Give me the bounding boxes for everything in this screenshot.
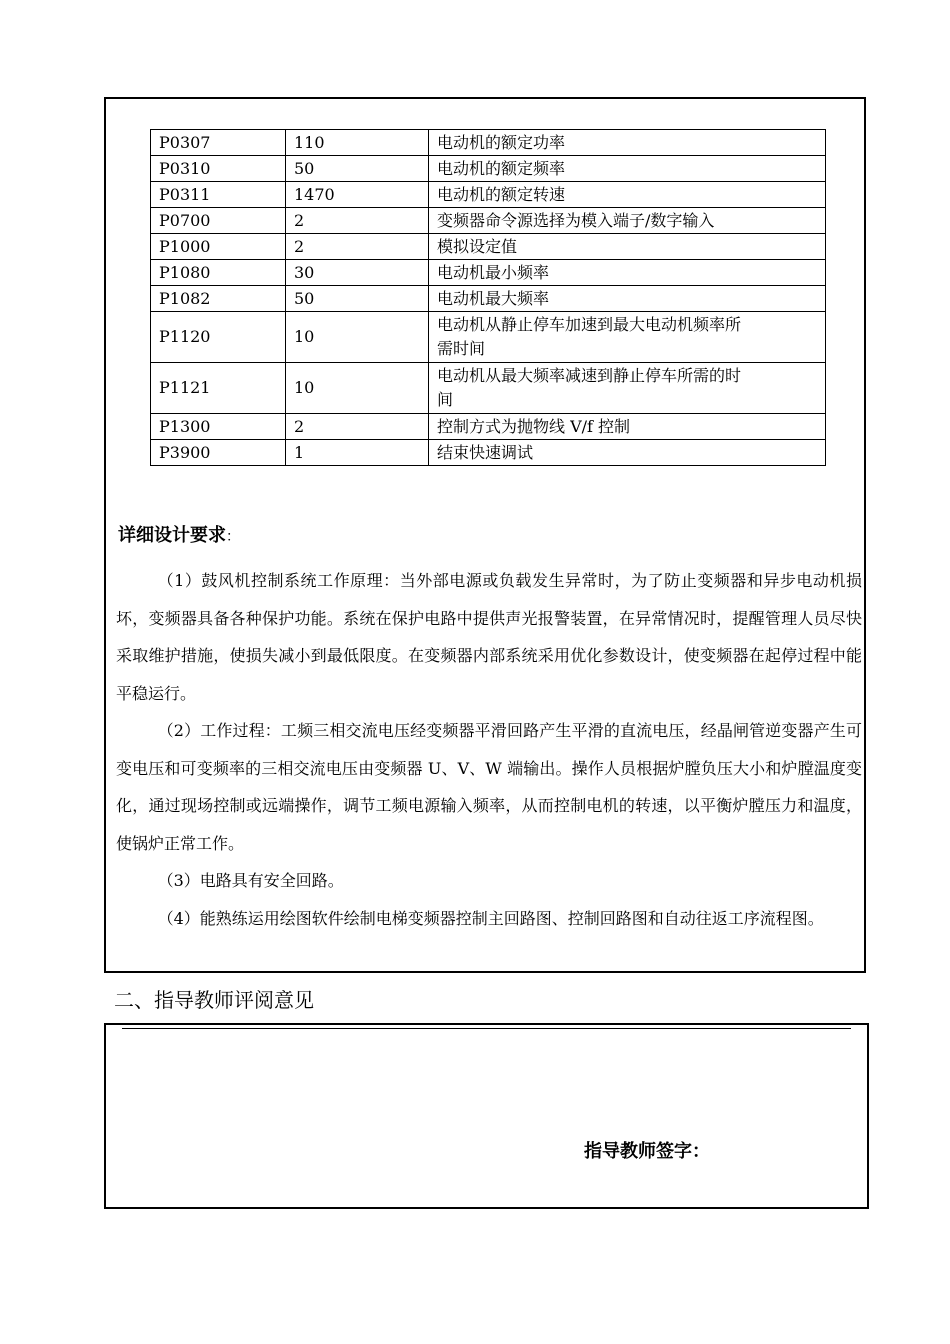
table-row xyxy=(151,130,826,156)
param-value: 50 xyxy=(286,156,429,182)
param-code: P1080 xyxy=(151,260,286,286)
param-desc: 模拟设定值 xyxy=(429,234,826,260)
teacher-comment-box xyxy=(104,1023,869,1209)
requirement-paragraph: （4）能熟练运用绘图软件绘制电梯变频器控制主回路图、控制回路图和自动往返工序流程图。 xyxy=(157,908,824,928)
param-value: 10 xyxy=(286,312,429,363)
param-desc: 变频器命令源选择为模入端子/数字输入 xyxy=(429,208,826,234)
requirement-paragraph: （3）电路具有安全回路。 xyxy=(157,871,344,890)
divider xyxy=(122,1028,851,1029)
table-row xyxy=(151,312,826,363)
param-code: P3900 xyxy=(151,440,286,466)
param-value: 1 xyxy=(286,440,429,466)
param-desc-line: 电动机从静止停车加速到最大电动机频率所 xyxy=(437,315,742,334)
param-value: 50 xyxy=(286,286,429,312)
param-value: 110 xyxy=(286,130,429,156)
param-value: 10 xyxy=(286,363,429,414)
param-desc: 电动机最小频率 xyxy=(429,260,826,286)
param-desc: 控制方式为抛物线 V/f 控制 xyxy=(429,414,826,440)
table-row xyxy=(151,363,826,414)
table-row xyxy=(151,414,826,440)
table-row xyxy=(151,286,826,312)
param-code: P0311 xyxy=(151,182,286,208)
param-code: P0307 xyxy=(151,130,286,156)
signature-label: 指导教师签字： xyxy=(584,1141,710,1162)
param-desc xyxy=(429,363,826,414)
table-row xyxy=(151,260,826,286)
design-heading-text: 详细设计要求 xyxy=(118,525,226,546)
param-desc-line: 电动机从最大频率减速到静止停车所需的时 xyxy=(437,366,742,385)
param-desc: 电动机的额定转速 xyxy=(429,182,826,208)
param-desc: 电动机的额定功率 xyxy=(429,130,826,156)
table-row xyxy=(151,440,826,466)
param-code: P1300 xyxy=(151,414,286,440)
param-code: P0700 xyxy=(151,208,286,234)
design-requirements-text xyxy=(116,562,862,937)
param-desc xyxy=(429,312,826,363)
param-value: 30 xyxy=(286,260,429,286)
param-desc: 结束快速调试 xyxy=(429,440,826,466)
table-row xyxy=(151,234,826,260)
param-desc-line: 需时间 xyxy=(437,339,486,358)
param-value: 2 xyxy=(286,234,429,260)
design-heading-colon: ： xyxy=(226,529,240,545)
param-value: 1470 xyxy=(286,182,429,208)
param-desc-line: 间 xyxy=(437,390,454,409)
requirement-paragraph: （2）工作过程：工频三相交流电压经变频器平滑回路产生平滑的直流电压，经晶闸管逆变器产生可变电压和可变频率的三相交流电压由变频器 U、V、W 端输出。操作人员根据炉膛负压大小和炉膛温度变化，通过现场控制或远端操作，调节工频电源输入频率，从而控制电机的转速，以平衡炉膛压力和温度，使锅炉正常工作。 xyxy=(116,721,862,853)
param-code: P1120 xyxy=(151,312,286,363)
parameter-table xyxy=(150,129,826,466)
param-code: P1082 xyxy=(151,286,286,312)
param-value: 2 xyxy=(286,208,429,234)
requirement-paragraph: （1）鼓风机控制系统工作原理：当外部电源或负载发生异常时，为了防止变频器和异步电动机损坏，变频器具备各种保护功能。系统在保护电路中提供声光报警装置，在异常情况时，提醒管理人员尽快采取维护措施，使损失减小到最低限度。在变频器内部系统采用优化参数设计，使变频器在起停过程中能平稳运行。 xyxy=(116,571,862,703)
param-value: 2 xyxy=(286,414,429,440)
table-row xyxy=(151,156,826,182)
param-desc: 电动机最大频率 xyxy=(429,286,826,312)
table-row xyxy=(151,208,826,234)
param-code: P1121 xyxy=(151,363,286,414)
section-title: 二、指导教师评阅意见 xyxy=(114,988,314,1012)
requirements-box xyxy=(104,97,866,973)
table-row xyxy=(151,182,826,208)
param-code: P0310 xyxy=(151,156,286,182)
param-code: P1000 xyxy=(151,234,286,260)
design-heading xyxy=(118,521,240,547)
param-desc: 电动机的额定频率 xyxy=(429,156,826,182)
